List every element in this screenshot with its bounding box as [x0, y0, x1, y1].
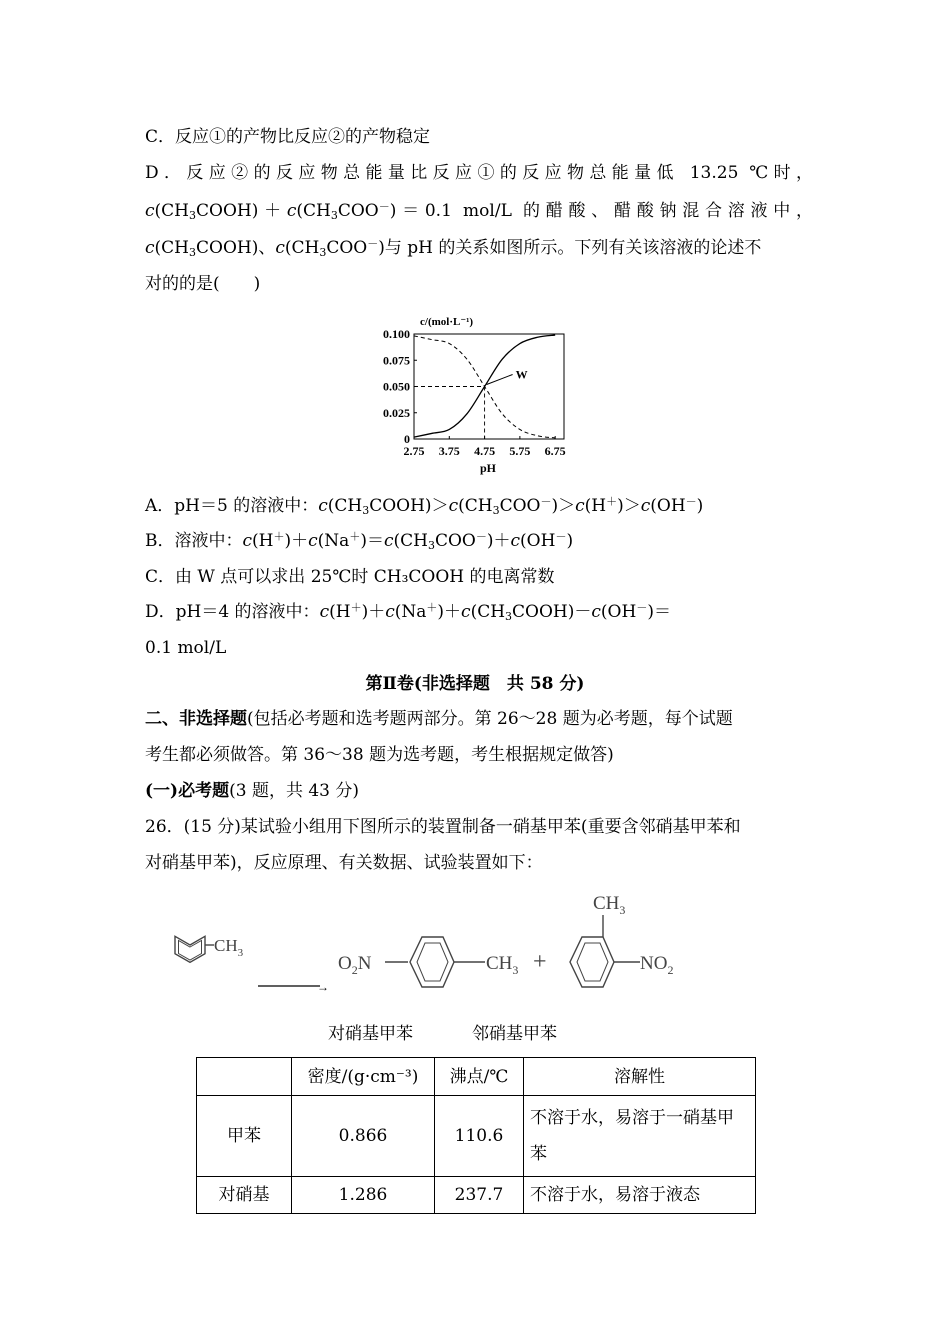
x-tick-label: 2.75: [403, 444, 425, 458]
table-cell: 不溶于水，易溶于一硝基甲苯: [524, 1096, 756, 1177]
stem-line3-tail: 与 pH 的关系如图所示。下列有关该溶液的论述不: [384, 238, 762, 258]
w-point-label: W: [515, 367, 528, 382]
x-tick-label: 4.75: [474, 444, 496, 458]
question-stem-line2: [145, 199, 813, 223]
table-cell: 不溶于水，易溶于液态: [524, 1177, 756, 1214]
option-b: [145, 529, 573, 553]
option-a-formula: $c(CH_3COOH)>c(CH_3COO^-)>c(H^+)>c(OH^-)$: [318, 495, 704, 517]
table-cell: 对硝基: [197, 1177, 292, 1214]
plus-sign: +: [533, 949, 547, 975]
ortho-benzene-ring: [570, 915, 640, 987]
option-d-prefix: D．pH＝4 的溶液中：: [145, 602, 320, 622]
reaction-arrow-head: →: [317, 980, 329, 994]
option-d-prev-text: D．反应②的反应物总能量比反应①的反应物总能量低: [145, 163, 679, 183]
table-cell: 甲苯: [197, 1096, 292, 1177]
option-a: [145, 494, 703, 518]
para-o2n: $O_2N$: [338, 953, 372, 977]
table-header-row: [197, 1058, 756, 1096]
reaction-scheme: [140, 885, 700, 1000]
table-header-cell: 密度/(g·cm⁻³): [292, 1058, 435, 1096]
table-row: [197, 1096, 756, 1177]
ortho-ch3: $CH_3$: [593, 893, 626, 917]
question-stem-temp: 13.25 ℃时，: [689, 163, 813, 183]
table-cell: 110.6: [435, 1096, 524, 1177]
option-b-formula: $c(H^+)+c(Na^+)=c(CH_3COO^-)+c(OH^-)$: [242, 530, 574, 552]
option-c-prev: C．反应①的产物比反应②的产物稳定: [145, 127, 431, 147]
table-header-cell: 沸点/℃: [435, 1058, 524, 1096]
label-ortho-nitrotoluene: 邻硝基甲苯: [472, 1024, 557, 1044]
para-ch3: $CH_3$: [486, 953, 519, 977]
question-stem-line4: 对的的是( ): [145, 274, 261, 294]
option-d-formula: $c(H^+)+c(Na^+)+c(CH_3COOH)-c(OH^-)=$: [319, 601, 671, 623]
option-d-prev: [145, 161, 813, 185]
properties-table: [196, 1057, 756, 1214]
y-tick-label: 0.025: [383, 405, 410, 420]
toluene-structure: [175, 936, 214, 962]
section-heading: 第Ⅱ卷(非选择题 共 58 分): [365, 674, 585, 694]
formula-c-ch3cooh-sum: $c(CH_3COOH)+c(CH_3COO^-)$: [145, 200, 397, 222]
x-tick-label: 3.75: [438, 444, 460, 458]
formula-c-pair: $c(CH_3COOH)$、$c(CH_3COO^-)$: [145, 237, 385, 259]
y-tick-label: 0: [404, 432, 410, 446]
chart-ylabel: c/(mol·L⁻¹): [420, 316, 474, 328]
required-questions-line: [145, 779, 359, 803]
ortho-no2: $NO_2$: [640, 953, 674, 977]
table-row: [197, 1177, 756, 1214]
option-d-continued: 0.1 mol/L: [145, 638, 227, 658]
option-c: C．由 W 点可以求出 25℃时 CH₃COOH 的电离常数: [145, 567, 555, 587]
x-tick-label: 5.75: [509, 444, 531, 458]
option-a-prefix: A．pH＝5 的溶液中：: [145, 496, 319, 516]
y-tick-label: 0.075: [383, 353, 410, 368]
q26-line1: 26．(15 分)某试验小组用下图所示的装置制备一硝基甲苯(重要含邻硝基甲苯和: [145, 817, 741, 837]
required-title: (一)必考题: [145, 781, 230, 801]
y-tick-label: 0.100: [383, 327, 410, 341]
part-title: 二、非选择题: [145, 709, 247, 729]
table-header-cell: [197, 1058, 292, 1096]
label-para-nitrotoluene: 对硝基甲苯: [328, 1024, 413, 1044]
stem-line2-tail: ＝0.1 mol/L 的醋酸、醋酸钠混合溶液中，: [396, 201, 813, 221]
toluene-ch3: $CH_3$: [214, 936, 244, 959]
chart-xlabel: pH: [480, 461, 497, 475]
table-cell: 1.286: [292, 1177, 435, 1214]
required-desc: (3 题，共 43 分): [229, 781, 360, 801]
part-description-line1: [145, 707, 733, 731]
option-b-prefix: B．溶液中：: [145, 531, 243, 551]
table-header-cell: 溶解性: [524, 1058, 756, 1096]
part-description-line2: 考生都必须做答。第 36～38 题为选考题，考生根据规定做答): [145, 745, 614, 765]
question-stem-line3: [145, 236, 761, 260]
concentration-ph-chart: [370, 308, 590, 480]
q26-line2: 对硝基甲苯)，反应原理、有关数据、试验装置如下：: [145, 853, 543, 873]
option-d: [145, 600, 671, 624]
table-cell: 237.7: [435, 1177, 524, 1214]
x-tick-label: 6.75: [544, 444, 566, 458]
table-cell: 0.866: [292, 1096, 435, 1177]
part-desc-1: (包括必考题和选考题两部分。第 26～28 题为必考题，每个试题: [247, 709, 733, 729]
para-benzene-ring: [385, 937, 485, 987]
y-tick-label: 0.050: [383, 379, 410, 394]
